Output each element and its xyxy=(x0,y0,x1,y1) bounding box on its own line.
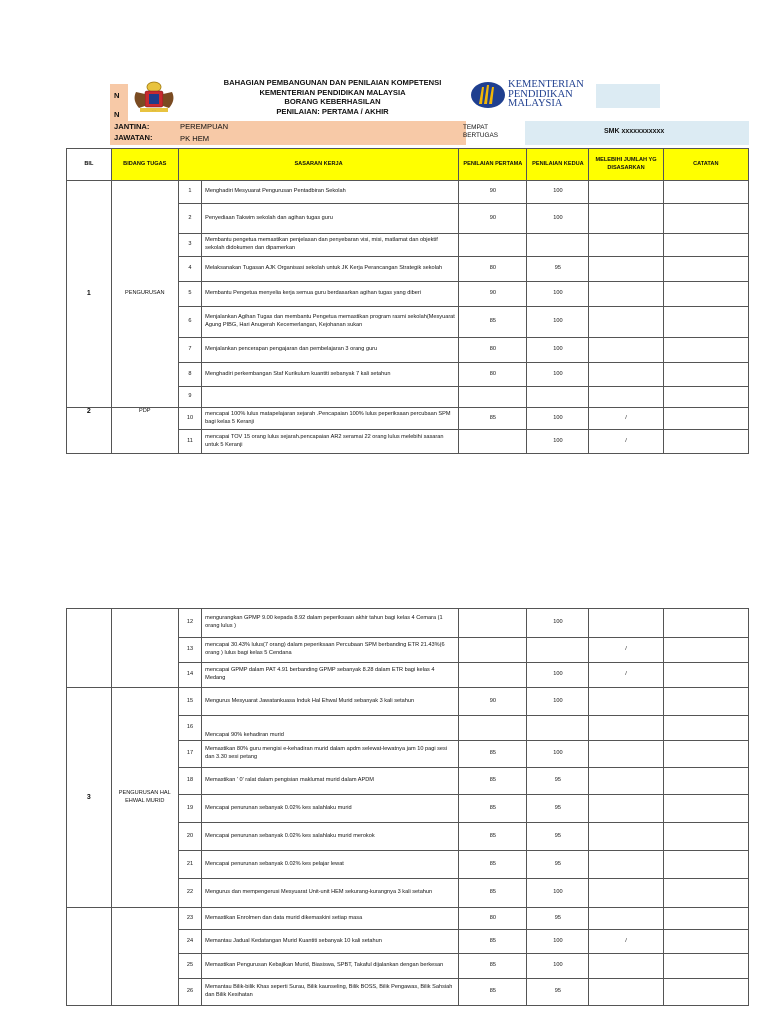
row-text: Memastikan ' 0' ralat dalam pengisian maklumat murid dalam APDM xyxy=(202,768,459,795)
no-label-partial: N xyxy=(114,110,120,119)
row-text: mencapai TOV 15 orang lulus sejarah.pencapaian AR2 seramai 22 orang lulus melebihi sasaran untuk 5 Keranji xyxy=(202,430,459,454)
row-p1 xyxy=(459,234,527,257)
row-no: 5 xyxy=(178,282,201,307)
row-catatan xyxy=(663,908,748,930)
row-melebihi xyxy=(589,338,663,363)
ministry-name xyxy=(508,80,584,109)
row-melebihi xyxy=(589,823,663,851)
row-catatan xyxy=(663,408,748,430)
row-text: Menjalankan Agihan Tugas dan membantu Pengetua memastikan program rasmi sekolah(Mesyuarat Agung PIBG, Hari Anugerah Kecemerlangan, Kejohanan sukan xyxy=(202,307,459,338)
row-p1: 90 xyxy=(459,181,527,204)
form-title xyxy=(205,78,460,116)
col-sasaran: SASARAN KERJA xyxy=(178,149,459,181)
row-melebihi xyxy=(589,307,663,338)
table-header-row xyxy=(67,149,749,181)
row-catatan xyxy=(663,257,748,282)
group-bidang-empty xyxy=(111,609,178,688)
row-p1: 80 xyxy=(459,363,527,387)
row-melebihi: / xyxy=(589,408,663,430)
row-text: Membantu pengetua memastikan penjelasan dan penyebaran visi, misi, matlamat dan objektif sekolah didokumen dan dipamerkan xyxy=(202,234,459,257)
row-p1: 90 xyxy=(459,282,527,307)
row-text: Mencapai penurunan sebanyak 0.02% kes salahlaku murid merokok xyxy=(202,823,459,851)
row-melebihi xyxy=(589,851,663,879)
row-catatan xyxy=(663,688,748,716)
row-text: Penyediaan Takwim sekolah dan agihan tugas guru xyxy=(202,204,459,234)
row-catatan xyxy=(663,638,748,663)
jantina-label: JANTINA: xyxy=(114,122,150,131)
ministry-logo xyxy=(470,78,590,114)
row-p2 xyxy=(527,234,589,257)
jantina-value: PEREMPUAN xyxy=(180,122,229,131)
group-bidang: PENGURUSAN xyxy=(111,181,178,408)
group-bidang: PENGURUSAN HAL EHWAL MURID xyxy=(111,688,178,908)
ministry-emblem-icon xyxy=(470,80,506,110)
row-melebihi: / xyxy=(589,638,663,663)
col-melebihi: MELEBIHI JUMLAH YG DISASARKAN xyxy=(589,149,663,181)
row-p1: 85 xyxy=(459,979,527,1006)
row-p2: 95 xyxy=(527,257,589,282)
row-no: 14 xyxy=(178,663,201,688)
row-p1 xyxy=(459,716,527,741)
row-p1: 85 xyxy=(459,879,527,908)
row-catatan xyxy=(663,204,748,234)
table-row xyxy=(67,609,749,638)
row-no: 19 xyxy=(178,795,201,823)
row-no: 15 xyxy=(178,688,201,716)
row-melebihi xyxy=(589,234,663,257)
row-p2 xyxy=(527,387,589,408)
row-melebihi xyxy=(589,204,663,234)
table-row xyxy=(67,408,749,430)
tempat-label: TEMPAT BERTUGAS xyxy=(463,124,499,139)
row-melebihi: / xyxy=(589,930,663,954)
row-text: Membantu Pengetua menyelia kerja semua guru berdasarkan agihan tugas yang diberi xyxy=(202,282,459,307)
row-p2: 100 xyxy=(527,408,589,430)
row-catatan xyxy=(663,282,748,307)
row-catatan xyxy=(663,979,748,1006)
row-no: 11 xyxy=(178,430,201,454)
row-p1 xyxy=(459,638,527,663)
row-catatan xyxy=(663,768,748,795)
row-p2: 95 xyxy=(527,823,589,851)
row-no: 9 xyxy=(178,387,201,408)
row-p2: 100 xyxy=(527,609,589,638)
row-melebihi xyxy=(589,716,663,741)
row-text: Menghadiri Mesyuarat Pengurusan Pentadbiran Sekolah xyxy=(202,181,459,204)
title-line-4: PENILAIAN: PERTAMA / AKHIR xyxy=(276,106,389,116)
group-bil: 1 xyxy=(67,181,112,408)
title-line-2: KEMENTERIAN PENDIDIKAN MALAYSIA xyxy=(259,87,406,97)
row-catatan xyxy=(663,954,748,979)
row-p2: 100 xyxy=(527,282,589,307)
row-melebihi xyxy=(589,257,663,282)
jantina-jawatan-box xyxy=(110,121,466,145)
row-p2 xyxy=(527,716,589,741)
row-text: Memastikan 80% guru mengisi e-kehadiran murid dalam apdm selewat-lewatnya jam 10 pagi sesi dan 3.30 sesi petang xyxy=(202,741,459,768)
row-no: 17 xyxy=(178,741,201,768)
row-p1: 80 xyxy=(459,338,527,363)
row-text: Mengurus Mesyuarat Jawatankuasa Induk Hal Ehwal Murid sebanyak 3 kali setahun xyxy=(202,688,459,716)
row-p1: 85 xyxy=(459,954,527,979)
col-p2: PENILAIAN KEDUA xyxy=(527,149,589,181)
row-p1: 85 xyxy=(459,307,527,338)
row-p2: 95 xyxy=(527,979,589,1006)
row-melebihi xyxy=(589,954,663,979)
row-p1: 80 xyxy=(459,257,527,282)
row-catatan xyxy=(663,387,748,408)
jawatan-value: PK HEM xyxy=(180,134,210,143)
row-catatan xyxy=(663,823,748,851)
row-p2: 100 xyxy=(527,663,589,688)
row-no: 13 xyxy=(178,638,201,663)
group-bil-empty xyxy=(67,908,112,1006)
row-text: mencapai 100% lulus matapelajaran sejarah .Pencapaian 100% lulus peperiksaan percubaan SPM bagi kelas 5 Keranji xyxy=(202,408,459,430)
row-catatan xyxy=(663,716,748,741)
name-label-partial: N xyxy=(114,91,120,100)
row-no: 8 xyxy=(178,363,201,387)
row-melebihi xyxy=(589,282,663,307)
row-catatan xyxy=(663,930,748,954)
ministry-line-3: MALAYSIA xyxy=(508,98,563,109)
row-p1: 85 xyxy=(459,851,527,879)
row-melebihi xyxy=(589,741,663,768)
row-melebihi: / xyxy=(589,663,663,688)
row-p2: 100 xyxy=(527,688,589,716)
row-text: Memantau Bilik-bilik Khas seperti Surau, Bilik kaunseling, Bilik BOSS, Bilik Pengawas, Bilik Sahsiah dan Bilik Kesihatan xyxy=(202,979,459,1006)
row-no: 7 xyxy=(178,338,201,363)
row-melebihi xyxy=(589,688,663,716)
row-melebihi: / xyxy=(589,430,663,454)
row-catatan xyxy=(663,851,748,879)
row-p1: 85 xyxy=(459,795,527,823)
row-catatan xyxy=(663,234,748,257)
group-bidang-empty xyxy=(111,908,178,1006)
row-melebihi xyxy=(589,363,663,387)
row-catatan xyxy=(663,363,748,387)
row-no: 21 xyxy=(178,851,201,879)
row-no: 2 xyxy=(178,204,201,234)
row-catatan xyxy=(663,663,748,688)
row-p2: 100 xyxy=(527,338,589,363)
row-text: Mencapai penurunan sebanyak 0.02% kes salahlaku murid xyxy=(202,795,459,823)
row-catatan xyxy=(663,430,748,454)
row-p1 xyxy=(459,609,527,638)
row-p1: 85 xyxy=(459,768,527,795)
row-melebihi xyxy=(589,979,663,1006)
table-row xyxy=(67,688,749,716)
coat-of-arms-logo xyxy=(130,78,178,118)
row-melebihi xyxy=(589,879,663,908)
row-text: Memastikan Pengurusan Kebajikan Murid, Biasiswa, SPBT, Takaful dijalankan dengan berkesan xyxy=(202,954,459,979)
row-p2: 95 xyxy=(527,908,589,930)
row-p1: 90 xyxy=(459,688,527,716)
row-melebihi xyxy=(589,609,663,638)
row-text: Menjalankan pencerapan pengajaran dan pembelajaran 3 orang guru xyxy=(202,338,459,363)
row-p1 xyxy=(459,663,527,688)
row-p1: 85 xyxy=(459,408,527,430)
row-p2: 100 xyxy=(527,181,589,204)
row-text xyxy=(202,387,459,408)
row-p2: 95 xyxy=(527,851,589,879)
ministry-line-2: PENDIDIKAN xyxy=(508,88,573,100)
row-p1 xyxy=(459,387,527,408)
row-melebihi xyxy=(589,908,663,930)
col-p1: PENILAIAN PERTAMA xyxy=(459,149,527,181)
row-catatan xyxy=(663,338,748,363)
row-catatan xyxy=(663,307,748,338)
row-no: 22 xyxy=(178,879,201,908)
ministry-line-1: KEMENTERIAN xyxy=(508,79,584,90)
col-catatan: CATATAN xyxy=(663,149,748,181)
row-no: 20 xyxy=(178,823,201,851)
svg-text:· · ·: · · · xyxy=(151,108,157,113)
row-no: 6 xyxy=(178,307,201,338)
row-text: Mencapai penurunan sebanyak 0.02% kes pelajar lewat xyxy=(202,851,459,879)
row-no: 16 xyxy=(178,716,201,741)
row-catatan xyxy=(663,795,748,823)
title-line-1: BAHAGIAN PEMBANGUNAN DAN PENILAIAN KOMPETENSI xyxy=(223,78,442,87)
tempat-value: SMK xxxxxxxxxxx xyxy=(604,128,665,135)
jawatan-label: JAWATAN: xyxy=(114,133,153,142)
row-p2: 95 xyxy=(527,795,589,823)
row-no: 3 xyxy=(178,234,201,257)
row-no: 10 xyxy=(178,408,201,430)
row-no: 26 xyxy=(178,979,201,1006)
table-row xyxy=(67,181,749,204)
row-no: 18 xyxy=(178,768,201,795)
row-p1: 80 xyxy=(459,908,527,930)
group-bil: 3 xyxy=(67,688,112,908)
row-text: mencapai 30.43% lulus(7 orang) dalam peperiksaan Percubaan SPM berbanding ETR 21.43%(6 orang ) lulus bagi kelas 5 Cendana xyxy=(202,638,459,663)
row-p2: 100 xyxy=(527,954,589,979)
row-p2: 100 xyxy=(527,741,589,768)
group-bil: 2 xyxy=(67,408,112,454)
row-melebihi xyxy=(589,181,663,204)
row-no: 12 xyxy=(178,609,201,638)
top-right-box xyxy=(596,84,660,108)
row-p2: 95 xyxy=(527,768,589,795)
row-text: Mengurus dan mempengerusi Mesyuarat Unit-unit HEM sekurang-kurangnya 3 kali setahun xyxy=(202,879,459,908)
row-melebihi xyxy=(589,795,663,823)
row-catatan xyxy=(663,741,748,768)
row-p2: 100 xyxy=(527,363,589,387)
row-text: Menghadiri perkembangan Staf Kurikulum kuantiti sebanyak 7 kali setahun xyxy=(202,363,459,387)
row-p2: 100 xyxy=(527,430,589,454)
row-p2: 100 xyxy=(527,204,589,234)
row-melebihi xyxy=(589,768,663,795)
title-line-3: BORANG KEBERHASILAN xyxy=(284,97,381,107)
row-catatan xyxy=(663,609,748,638)
row-p1: 90 xyxy=(459,204,527,234)
row-p1: 85 xyxy=(459,930,527,954)
row-p2: 100 xyxy=(527,930,589,954)
row-text: Memastikan Enrolmen dan data murid dikemaskini setiap masa xyxy=(202,908,459,930)
col-bidang: BIDANG TUGAS xyxy=(111,149,178,181)
kpi-table-2 xyxy=(66,608,749,1006)
row-no: 4 xyxy=(178,257,201,282)
row-melebihi xyxy=(589,387,663,408)
row-p2 xyxy=(527,638,589,663)
col-bil: BIL xyxy=(67,149,112,181)
row-text: Melaksanakan Tugasan AJK Organisasi sekolah untuk JK Kerja Perancangan Strategik sekolah xyxy=(202,257,459,282)
row-p1: 85 xyxy=(459,823,527,851)
row-catatan xyxy=(663,879,748,908)
row-text: mencapai GPMP dalam PAT 4.91 berbanding GPMP sebanyak 8.28 dalam ETR bagi kelas 4 Medang xyxy=(202,663,459,688)
row-p2: 100 xyxy=(527,879,589,908)
row-p1: 85 xyxy=(459,741,527,768)
group-bil-empty xyxy=(67,609,112,688)
row-no: 23 xyxy=(178,908,201,930)
row-p1 xyxy=(459,430,527,454)
row-text: mengurangkan GPMP 9.00 kepada 8.92 dalam peperiksaan akhir tahun bagi kelas 4 Cemara (1 orang lulus ) xyxy=(202,609,459,638)
row-no: 1 xyxy=(178,181,201,204)
kpi-table-1 xyxy=(66,148,749,454)
table-row xyxy=(67,908,749,930)
row-p2: 100 xyxy=(527,307,589,338)
row-text: Mencapai 90% kehadiran murid xyxy=(202,716,459,741)
row-no: 25 xyxy=(178,954,201,979)
row-no: 24 xyxy=(178,930,201,954)
row-text: Memantau Jadual Kedatangan Murid Kuantiti sebanyak 10 kali setahun xyxy=(202,930,459,954)
row-catatan xyxy=(663,181,748,204)
group-bidang: PDP xyxy=(111,408,178,454)
